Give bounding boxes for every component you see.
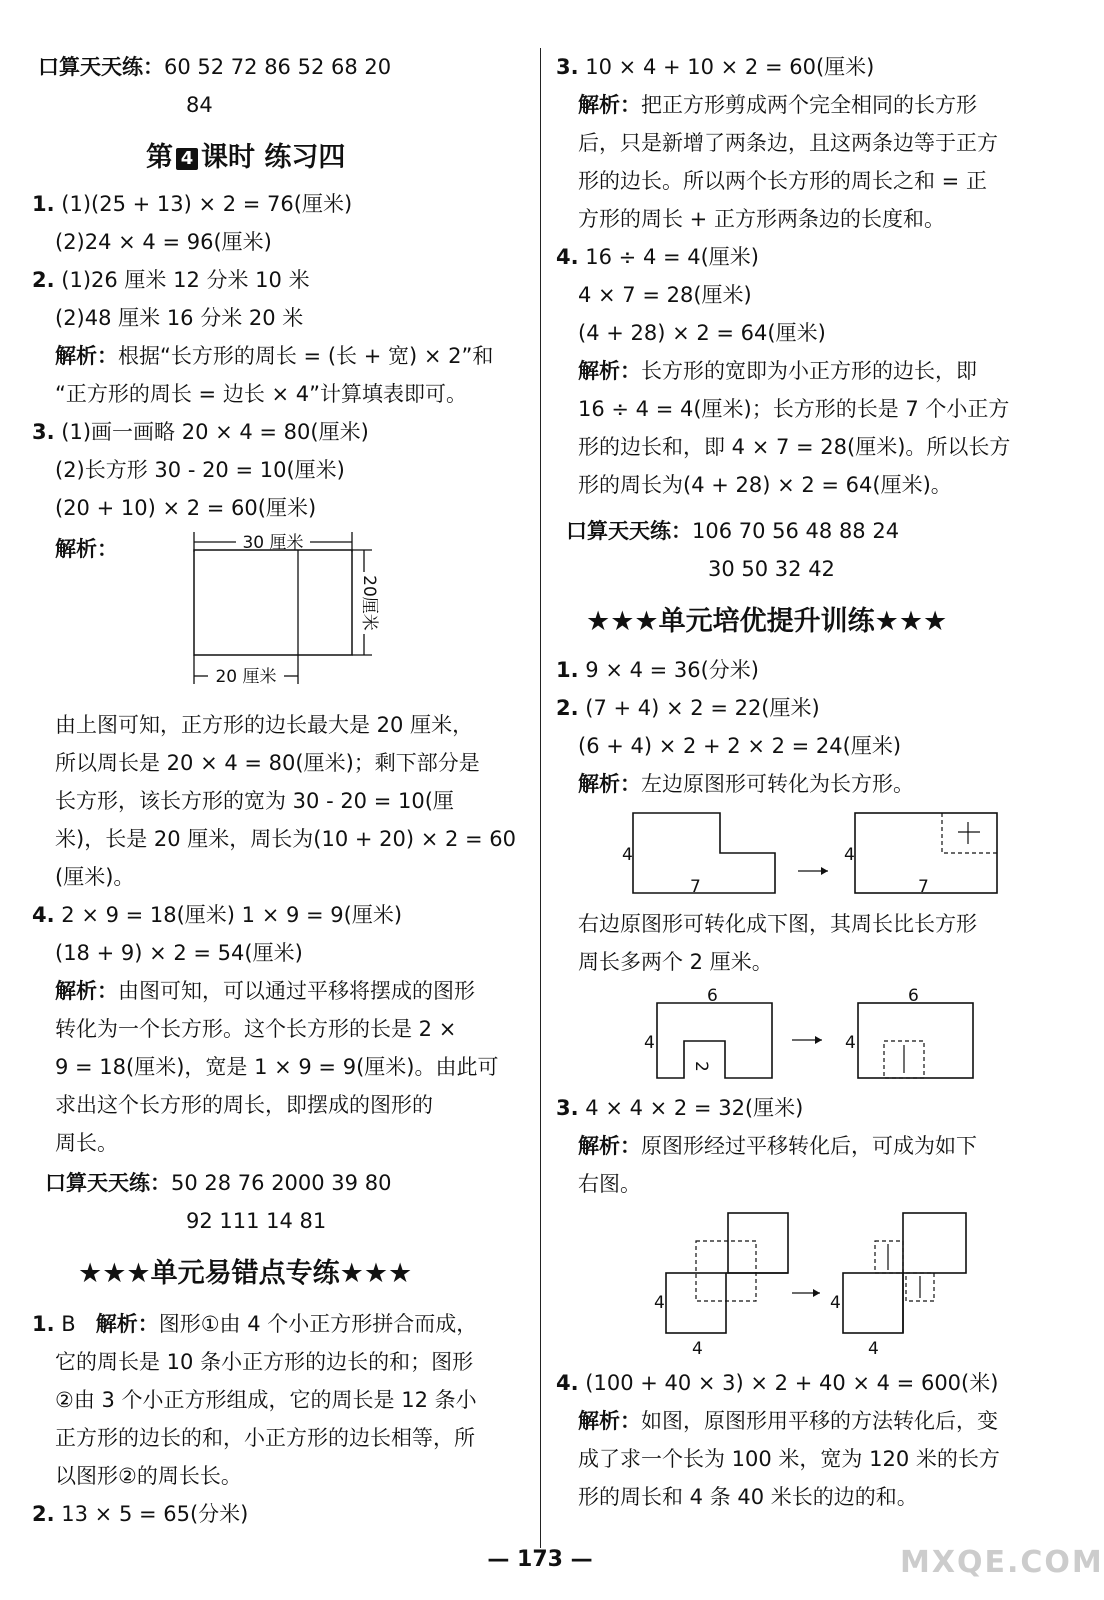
lesson-title-pre: 第 [146, 142, 173, 173]
oral-values: 106 70 56 48 88 24 [692, 519, 900, 543]
p3-analysis-1 [578, 1132, 977, 1160]
q4-analysis-2: 转化为一个长方形。这个长方形的长是 2 × [55, 1017, 457, 1041]
analysis-label: 解析： [95, 1312, 159, 1336]
p2-text-1: 右边原图形可转化成下图，其周长比长方形 [578, 912, 977, 936]
analysis-text: 把正方形剪成两个完全相同的长方形 [641, 93, 977, 117]
analysis-text: 根据“长方形的周长 = (长 + 宽) × 2”和 [118, 344, 494, 368]
q4-analysis-1 [55, 977, 475, 1005]
analysis-label: 解析： [578, 1409, 641, 1433]
q4-number: 4. [32, 903, 55, 927]
analysis-text: 原图形经过平移转化后，可成为如下 [641, 1134, 977, 1158]
p3-answer: 4 × 4 × 2 = 32(厘米) [585, 1096, 804, 1120]
e1-line-3: ②由 3 个小正方形组成，它的周长是 12 条小 [55, 1388, 477, 1412]
fig2-height-label: 4 [644, 1033, 655, 1053]
analysis-text: 左边原图形可转化为长方形。 [641, 772, 914, 796]
section-title-improve: ★★★单元培优提升训练★★★ [586, 606, 948, 637]
p4-line [556, 1369, 998, 1397]
fig3b-height-label: 4 [830, 1293, 841, 1313]
oral-practice-3 [566, 517, 899, 545]
fig-label-top: 30 厘米 [242, 533, 304, 553]
analysis-label: 解析： [55, 344, 118, 368]
fig2b-top-label: 6 [908, 986, 919, 1006]
analysis-label: 解析： [578, 359, 641, 383]
r4-answer-b: 4 × 7 = 28(厘米) [578, 283, 752, 307]
p4-analysis-1 [578, 1407, 998, 1435]
e1-line-1 [32, 1310, 477, 1338]
oral-values: 60 52 72 86 52 68 20 [164, 55, 392, 79]
p2-analysis-1 [578, 770, 914, 798]
p3-number: 3. [556, 1096, 579, 1120]
q2-analysis-2: “正方形的周长 = 边长 × 4”计算填表即可。 [55, 382, 468, 406]
analysis-text: 图形①由 4 个小正方形拼合而成， [158, 1312, 478, 1336]
section-title-errors: ★★★单元易错点专练★★★ [78, 1258, 413, 1289]
q4-answer-a: 2 × 9 = 18(厘米) 1 × 9 = 9(厘米) [61, 903, 403, 927]
p2-line [556, 694, 820, 722]
e1-answer: B [61, 1312, 76, 1336]
q1-line-a [32, 190, 352, 218]
r3-line [556, 53, 874, 81]
analysis-label: 解析： [578, 772, 641, 796]
q3-answer-a: (1)画一画略 20 × 4 = 80(厘米) [61, 420, 369, 444]
q2-answer-b: (2)48 厘米 16 分米 20 米 [55, 306, 304, 330]
column-divider [540, 48, 541, 1548]
q4-analysis-5: 周长。 [55, 1131, 118, 1155]
analysis-text: 如图，原图形用平移的方法转化后，变 [641, 1409, 998, 1433]
q3-analysis-label: 解析： [55, 537, 118, 561]
p4-analysis-2: 成了求一个长为 100 米，宽为 120 米的长方 [578, 1447, 1000, 1471]
q3-line-a [32, 418, 369, 446]
fig-label-side: 20厘米 [359, 575, 379, 631]
oral-values-cont: 84 [186, 93, 213, 117]
q1-answer-a: (1)(25 + 13) × 2 = 76(厘米) [61, 192, 353, 216]
analysis-label: 解析： [578, 1134, 641, 1158]
q2-number: 2. [32, 268, 55, 292]
oral-values-cont: 92 111 14 81 [186, 1209, 327, 1233]
r4-analysis-1 [578, 357, 977, 385]
oral-practice-2 [45, 1169, 391, 1197]
r4-line [556, 243, 759, 271]
analysis-label: 解析： [578, 93, 641, 117]
q3-text-1: 由上图可知，正方形的边长最大是 20 厘米， [55, 713, 474, 737]
r3-number: 3. [556, 55, 579, 79]
r4-number: 4. [556, 245, 579, 269]
fig2-inner-label: 2 [691, 1061, 711, 1072]
lesson-number-badge: 4 [176, 148, 198, 170]
q4-analysis-3: 9 = 18(厘米)，宽是 1 × 9 = 9(厘米)。由此可 [55, 1055, 499, 1079]
p1-number: 1. [556, 658, 579, 682]
fig2-top-label: 6 [707, 986, 718, 1006]
q3-text-3: 长方形，该长方形的宽为 30 - 20 = 10(厘 [55, 789, 454, 813]
p1-answer: 9 × 4 = 36(分米) [585, 658, 760, 682]
r4-answer-a: 16 ÷ 4 = 4(厘米) [585, 245, 760, 269]
r3-analysis-4: 方形的周长 + 正方形两条边的长度和。 [578, 207, 945, 231]
watermark-logo: MXQE.COM [900, 1545, 1104, 1580]
r3-analysis-3: 形的边长。所以两个长方形的周长之和 = 正 [578, 169, 987, 193]
r3-analysis-2: 后，只是新增了两条边，且这两条边等于正方 [578, 131, 998, 155]
fig1-width-label: 7 [690, 877, 701, 897]
oral-practice-1 [38, 53, 391, 81]
e1-line-5: 以图形②的周长长。 [55, 1464, 242, 1488]
q3-text-4: 米)，长是 20 厘米，周长为(10 + 20) × 2 = 60 [55, 827, 517, 851]
q2-analysis-1 [55, 342, 493, 370]
p2-figure-1 [600, 808, 1020, 898]
r4-analysis-2: 16 ÷ 4 = 4(厘米)；长方形的长是 7 个小正方 [578, 397, 1010, 421]
e2-line [32, 1500, 248, 1528]
analysis-label: 解析： [55, 979, 118, 1003]
page-number: — 173 — [487, 1547, 593, 1572]
e1-number: 1. [32, 1312, 55, 1336]
p3-analysis-2: 右图。 [578, 1172, 641, 1196]
p4-analysis-3: 形的周长和 4 条 40 米长的边的和。 [578, 1485, 918, 1509]
r4-answer-c: (4 + 28) × 2 = 64(厘米) [578, 321, 826, 345]
q4-line-a [32, 901, 402, 929]
fig2b-height-label: 4 [845, 1033, 856, 1053]
q1-number: 1. [32, 192, 55, 216]
fig3b-width-label: 4 [868, 1339, 879, 1359]
e2-answer: 13 × 5 = 65(分米) [61, 1502, 249, 1526]
p4-number: 4. [556, 1371, 579, 1395]
p2-figure-2 [630, 985, 1000, 1080]
q1-answer-b: (2)24 × 4 = 96(厘米) [55, 230, 272, 254]
p3-figure [640, 1208, 980, 1358]
analysis-text: 长方形的宽即为小正方形的边长，即 [641, 359, 977, 383]
q2-line-a [32, 266, 310, 294]
r3-analysis-1 [578, 91, 977, 119]
q4-analysis-4: 求出这个长方形的周长，即摆成的图形的 [55, 1093, 433, 1117]
q3-answer-c: (20 + 10) × 2 = 60(厘米) [55, 496, 317, 520]
fig3-height-label: 4 [654, 1293, 665, 1313]
analysis-text: 由图可知，可以通过平移将摆成的图形 [118, 979, 475, 1003]
q3-number: 3. [32, 420, 55, 444]
p4-answer: (100 + 40 × 3) × 2 + 40 × 4 = 600(米) [585, 1371, 999, 1395]
p2-text-2: 周长多两个 2 厘米。 [578, 950, 773, 974]
p2-answer-b: (6 + 4) × 2 + 2 × 2 = 24(厘米) [578, 734, 902, 758]
e1-line-2: 它的周长是 10 条小正方形的边长的和；图形 [55, 1350, 474, 1374]
fig1-height-label: 4 [622, 845, 633, 865]
q3-answer-b: (2)长方形 30 - 20 = 10(厘米) [55, 458, 345, 482]
q3-text-5: (厘米)。 [55, 865, 135, 889]
r4-analysis-3: 形的边长和，即 4 × 7 = 28(厘米)。所以长方 [578, 435, 1011, 459]
fig-label-bottom: 20 厘米 [215, 667, 277, 687]
p2-number: 2. [556, 696, 579, 720]
p3-line [556, 1094, 803, 1122]
oral-label: 口算天天练： [45, 1171, 171, 1195]
oral-label: 口算天天练： [38, 55, 164, 79]
q3-rectangle-figure [180, 528, 390, 688]
fig1b-width-label: 7 [918, 877, 929, 897]
e2-number: 2. [32, 1502, 55, 1526]
p1-line [556, 656, 759, 684]
q4-answer-b: (18 + 9) × 2 = 54(厘米) [55, 941, 303, 965]
fig1b-height-label: 4 [844, 845, 855, 865]
oral-values: 50 28 76 2000 39 80 [171, 1171, 392, 1195]
oral-label: 口算天天练： [566, 519, 692, 543]
q2-answer-a: (1)26 厘米 12 分米 10 米 [61, 268, 310, 292]
fig3-width-label: 4 [692, 1339, 703, 1359]
r4-analysis-4: 形的周长为(4 + 28) × 2 = 64(厘米)。 [578, 473, 952, 497]
p2-answer-a: (7 + 4) × 2 = 22(厘米) [585, 696, 820, 720]
lesson-title [146, 141, 345, 175]
oral-values-cont: 30 50 32 42 [708, 557, 835, 581]
lesson-title-post: 课时 练习四 [201, 142, 346, 173]
e1-line-4: 正方形的边长的和，小正方形的边长相等，所 [55, 1426, 475, 1450]
q3-text-2: 所以周长是 20 × 4 = 80(厘米)；剩下部分是 [55, 751, 480, 775]
r3-answer: 10 × 4 + 10 × 2 = 60(厘米) [585, 55, 875, 79]
